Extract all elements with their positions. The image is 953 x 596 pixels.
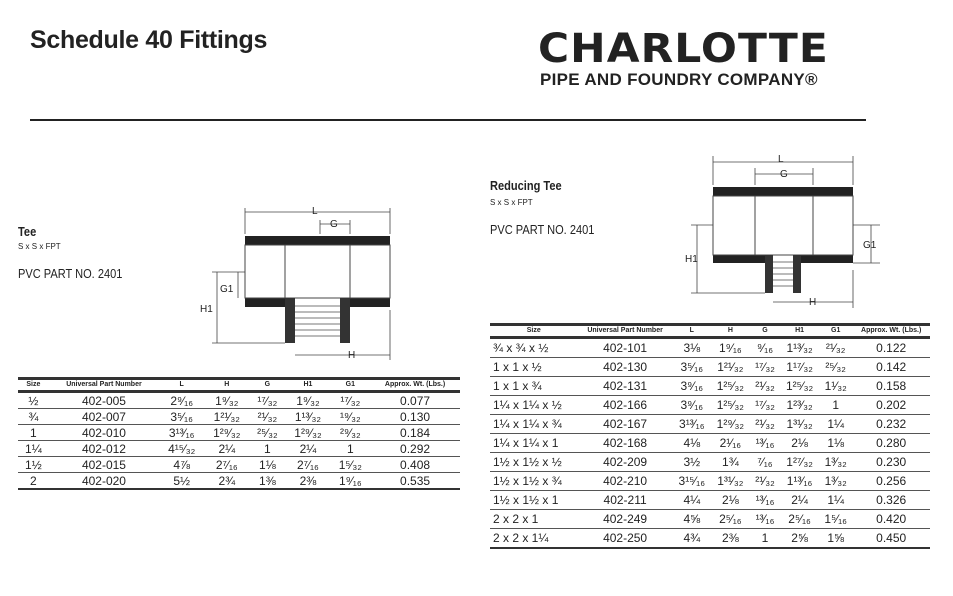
table-cell: 3⁵⁄₁₆ xyxy=(673,358,711,377)
table-cell: ¹⁹⁄₃₂ xyxy=(331,409,371,425)
table-cell: 2⅜ xyxy=(711,529,750,549)
table-cell: 2 x 2 x 1¼ xyxy=(490,529,577,549)
dim-G1: G1 xyxy=(220,284,234,295)
dim-H: H xyxy=(348,350,356,361)
table-cell: 1 xyxy=(249,441,285,457)
column-header: G xyxy=(762,327,768,334)
table-row xyxy=(490,434,930,453)
table-cell: 2⅛ xyxy=(780,434,819,453)
table-row xyxy=(18,392,460,409)
table-cell: 2⁹⁄₁₆ xyxy=(159,392,204,409)
table-cell: 2 xyxy=(18,473,49,490)
table-cell: 402-020 xyxy=(49,473,159,490)
table-cell: 1½ x 1½ x 1 xyxy=(490,491,577,510)
table-cell: 1⁵⁄₃₂ xyxy=(331,457,371,473)
table-cell: ²¹⁄₃₂ xyxy=(750,472,780,491)
table-cell: 402-010 xyxy=(49,425,159,441)
table-cell: ¹⁷⁄₃₂ xyxy=(750,358,780,377)
table-cell: 1¹³⁄₃₂ xyxy=(780,338,819,358)
table-cell: 3⁵⁄₁₆ xyxy=(159,409,204,425)
column-header: Universal Part Number xyxy=(66,381,142,388)
table-cell: ²⁵⁄₃₂ xyxy=(819,358,852,377)
table-header-row xyxy=(490,325,930,338)
table-cell: 2⅝ xyxy=(780,529,819,549)
table-cell: 2¹⁄₁₆ xyxy=(711,434,750,453)
table-cell: 1¾ xyxy=(711,453,750,472)
table-cell: 1⁹⁄₁₆ xyxy=(331,473,371,490)
table-row xyxy=(490,491,930,510)
table-cell: ¾ x ¾ x ½ xyxy=(490,338,577,358)
table-row xyxy=(490,472,930,491)
table-header-row xyxy=(18,379,460,392)
table-cell: 0.077 xyxy=(370,392,460,409)
reducing-tee-diagram xyxy=(685,150,885,315)
table-cell: 4¾ xyxy=(673,529,711,549)
table-cell: 3¹³⁄₁₆ xyxy=(673,415,711,434)
reducing-tee-spec: S x S x FPT xyxy=(490,198,533,207)
table-cell: 0.142 xyxy=(852,358,930,377)
dim-G: G xyxy=(330,219,338,230)
table-cell: 1 x 1 x ½ xyxy=(490,358,577,377)
table-cell: 4⅝ xyxy=(673,510,711,529)
table-cell: 1²⁹⁄₃₂ xyxy=(285,425,330,441)
column-header: H1 xyxy=(795,327,805,334)
table-cell: 402-101 xyxy=(577,338,672,358)
table-cell: 1 x 1 x ¾ xyxy=(490,377,577,396)
brand-subtitle: PIPE AND FOUNDRY COMPANY® xyxy=(540,70,818,89)
table-cell: ¹³⁄₁₆ xyxy=(750,491,780,510)
table-row xyxy=(490,415,930,434)
table-cell: 2⁷⁄₁₆ xyxy=(204,457,249,473)
column-header: H xyxy=(224,381,230,388)
table-cell: ¹³⁄₁₆ xyxy=(750,510,780,529)
table-cell: 2⅜ xyxy=(285,473,330,490)
table-cell: 1²¹⁄₃₂ xyxy=(204,409,249,425)
table-row xyxy=(490,529,930,549)
table-cell: 1¹⁷⁄₃₂ xyxy=(780,358,819,377)
table-cell: 1¹³⁄₁₆ xyxy=(780,472,819,491)
table-cell: 402-211 xyxy=(577,491,672,510)
column-header: G xyxy=(264,381,271,388)
table-cell: ²⁹⁄₃₂ xyxy=(331,425,371,441)
table-cell: 0.130 xyxy=(370,409,460,425)
table-cell: ¾ xyxy=(18,409,49,425)
column-header: H1 xyxy=(303,381,313,388)
tee-part-no: PVC PART NO. 2401 xyxy=(18,266,123,281)
table-cell: 0.408 xyxy=(370,457,460,473)
table-cell: 3⁹⁄₁₆ xyxy=(673,377,711,396)
table-row xyxy=(18,409,460,425)
tee-dimension-table xyxy=(18,377,460,490)
table-cell: ⁹⁄₁₆ xyxy=(750,338,780,358)
table-cell: 0.122 xyxy=(852,338,930,358)
reducing-tee-part-no: PVC PART NO. 2401 xyxy=(490,222,595,237)
tee-spec: S x S x FPT xyxy=(18,242,61,251)
column-header: Approx. Wt. (Lbs.) xyxy=(861,327,922,334)
dim-L: L xyxy=(312,206,318,217)
table-cell: 0.256 xyxy=(852,472,930,491)
table-cell: 0.450 xyxy=(852,529,930,549)
table-cell: 1²⁵⁄₃₂ xyxy=(711,377,750,396)
table-cell: 4⅛ xyxy=(673,434,711,453)
column-header: H xyxy=(727,327,733,334)
table-row xyxy=(490,358,930,377)
table-cell: 0.158 xyxy=(852,377,930,396)
table-cell: 3⁹⁄₁₆ xyxy=(673,396,711,415)
table-cell: 1⁹⁄₃₂ xyxy=(204,392,249,409)
column-header: Universal Part Number xyxy=(587,327,663,334)
table-cell: 402-131 xyxy=(577,377,672,396)
table-cell: ²⁵⁄₃₂ xyxy=(249,425,285,441)
table-cell: ¹⁷⁄₃₂ xyxy=(249,392,285,409)
dim-H: H xyxy=(809,297,817,308)
table-cell: 0.184 xyxy=(370,425,460,441)
table-cell: 3½ xyxy=(673,453,711,472)
table-cell: ⁷⁄₁₆ xyxy=(750,453,780,472)
table-cell: 1⁵⁄₁₆ xyxy=(819,510,852,529)
table-cell: 4¹⁵⁄₃₂ xyxy=(159,441,204,457)
table-cell: 402-007 xyxy=(49,409,159,425)
table-cell: 1²⁷⁄₃₂ xyxy=(780,453,819,472)
table-cell: 3⅛ xyxy=(673,338,711,358)
column-header: G1 xyxy=(831,327,841,334)
table-row xyxy=(18,473,460,490)
table-cell: 1⅜ xyxy=(249,473,285,490)
table-cell: 402-167 xyxy=(577,415,672,434)
table-cell: 1¼ x 1¼ x ¾ xyxy=(490,415,577,434)
table-row xyxy=(490,396,930,415)
table-cell: 1⁹⁄₁₆ xyxy=(711,338,750,358)
table-cell: 5½ xyxy=(159,473,204,490)
column-header: Approx. Wt. (Lbs.) xyxy=(384,381,446,388)
table-cell: 3¹³⁄₁₆ xyxy=(159,425,204,441)
table-cell: 402-249 xyxy=(577,510,672,529)
reducing-tee-dimension-table xyxy=(490,323,930,549)
table-cell: 402-012 xyxy=(49,441,159,457)
dim-L: L xyxy=(778,154,784,165)
dim-H1: H1 xyxy=(685,254,698,265)
table-row xyxy=(490,338,930,358)
table-cell: ¹³⁄₁₆ xyxy=(750,434,780,453)
table-cell: 2¼ xyxy=(780,491,819,510)
table-cell: 1¹⁄₃₂ xyxy=(819,377,852,396)
table-cell: 4¼ xyxy=(673,491,711,510)
table-cell: 1⅝ xyxy=(819,529,852,549)
dim-G: G xyxy=(780,169,788,180)
column-header: G1 xyxy=(345,381,355,388)
table-cell: 1¼ xyxy=(819,491,852,510)
table-cell: 1⅛ xyxy=(249,457,285,473)
table-cell: 1½ x 1½ x ¾ xyxy=(490,472,577,491)
table-cell: 1³⁄₃₂ xyxy=(819,472,852,491)
table-row xyxy=(490,377,930,396)
table-cell: 1³¹⁄₃₂ xyxy=(780,415,819,434)
table-cell: 1³¹⁄₃₂ xyxy=(711,472,750,491)
table-cell: 1³⁄₃₂ xyxy=(819,453,852,472)
table-cell: 1²¹⁄₃₂ xyxy=(711,358,750,377)
dim-H1: H1 xyxy=(200,304,213,315)
table-cell: 402-210 xyxy=(577,472,672,491)
table-cell: 402-209 xyxy=(577,453,672,472)
table-cell: 0.280 xyxy=(852,434,930,453)
table-cell: 2⁷⁄₁₆ xyxy=(285,457,330,473)
table-cell: 402-166 xyxy=(577,396,672,415)
table-cell: 1 xyxy=(331,441,371,457)
table-cell: 1¼ xyxy=(819,415,852,434)
table-cell: 0.230 xyxy=(852,453,930,472)
table-cell: 1¼ x 1¼ x 1 xyxy=(490,434,577,453)
table-cell: ½ xyxy=(18,392,49,409)
table-cell: 2⁵⁄₁₆ xyxy=(711,510,750,529)
table-cell: 1 xyxy=(819,396,852,415)
reducing-tee-title: Reducing Tee xyxy=(490,178,562,193)
table-cell: 1⅛ xyxy=(819,434,852,453)
table-row xyxy=(18,457,460,473)
column-header: Size xyxy=(526,327,541,334)
table-cell: 402-005 xyxy=(49,392,159,409)
table-cell: ¹⁷⁄₃₂ xyxy=(331,392,371,409)
table-cell: 2¾ xyxy=(204,473,249,490)
table-cell: 0.202 xyxy=(852,396,930,415)
table-cell: 0.535 xyxy=(370,473,460,490)
tee-diagram xyxy=(200,200,400,365)
table-cell: 402-250 xyxy=(577,529,672,549)
table-cell: 1⁹⁄₃₂ xyxy=(285,392,330,409)
column-header: L xyxy=(179,381,184,388)
table-cell: 0.292 xyxy=(370,441,460,457)
table-cell: 2⅛ xyxy=(711,491,750,510)
table-cell: 0.326 xyxy=(852,491,930,510)
column-header: L xyxy=(689,327,694,334)
table-cell: 1 xyxy=(750,529,780,549)
table-cell: 1¼ xyxy=(18,441,49,457)
table-row xyxy=(18,425,460,441)
table-cell: 1²⁹⁄₃₂ xyxy=(711,415,750,434)
dim-G1: G1 xyxy=(863,240,877,251)
table-cell: 1²³⁄₃₂ xyxy=(780,396,819,415)
brand-logo: CHARLOTTE xyxy=(538,26,829,72)
table-cell: 402-130 xyxy=(577,358,672,377)
column-header: Size xyxy=(26,381,41,388)
table-cell: 1¼ x 1¼ x ½ xyxy=(490,396,577,415)
table-cell: 402-168 xyxy=(577,434,672,453)
table-cell: 2 x 2 x 1 xyxy=(490,510,577,529)
table-cell: 1½ x 1½ x ½ xyxy=(490,453,577,472)
table-cell: 2¼ xyxy=(285,441,330,457)
table-cell: 4⅞ xyxy=(159,457,204,473)
table-cell: ²¹⁄₃₂ xyxy=(750,377,780,396)
table-row xyxy=(18,441,460,457)
table-cell: 3¹⁵⁄₁₆ xyxy=(673,472,711,491)
table-cell: 0.232 xyxy=(852,415,930,434)
table-cell: 1 xyxy=(18,425,49,441)
table-cell: ²¹⁄₃₂ xyxy=(249,409,285,425)
page-title: Schedule 40 Fittings xyxy=(30,26,268,54)
table-row xyxy=(490,510,930,529)
table-cell: 2⁵⁄₁₆ xyxy=(780,510,819,529)
table-cell: ¹⁷⁄₃₂ xyxy=(750,396,780,415)
table-cell: ²¹⁄₃₂ xyxy=(819,338,852,358)
table-cell: 0.420 xyxy=(852,510,930,529)
table-cell: 2¼ xyxy=(204,441,249,457)
table-cell: 402-015 xyxy=(49,457,159,473)
tee-title: Tee xyxy=(18,224,37,239)
table-cell: 1½ xyxy=(18,457,49,473)
table-cell: 1²⁵⁄₃₂ xyxy=(780,377,819,396)
table-cell: 1¹³⁄₃₂ xyxy=(285,409,330,425)
table-cell: ²¹⁄₃₂ xyxy=(750,415,780,434)
divider xyxy=(30,119,866,121)
table-cell: 1²⁵⁄₃₂ xyxy=(711,396,750,415)
table-cell: 1²⁹⁄₃₂ xyxy=(204,425,249,441)
table-row xyxy=(490,453,930,472)
